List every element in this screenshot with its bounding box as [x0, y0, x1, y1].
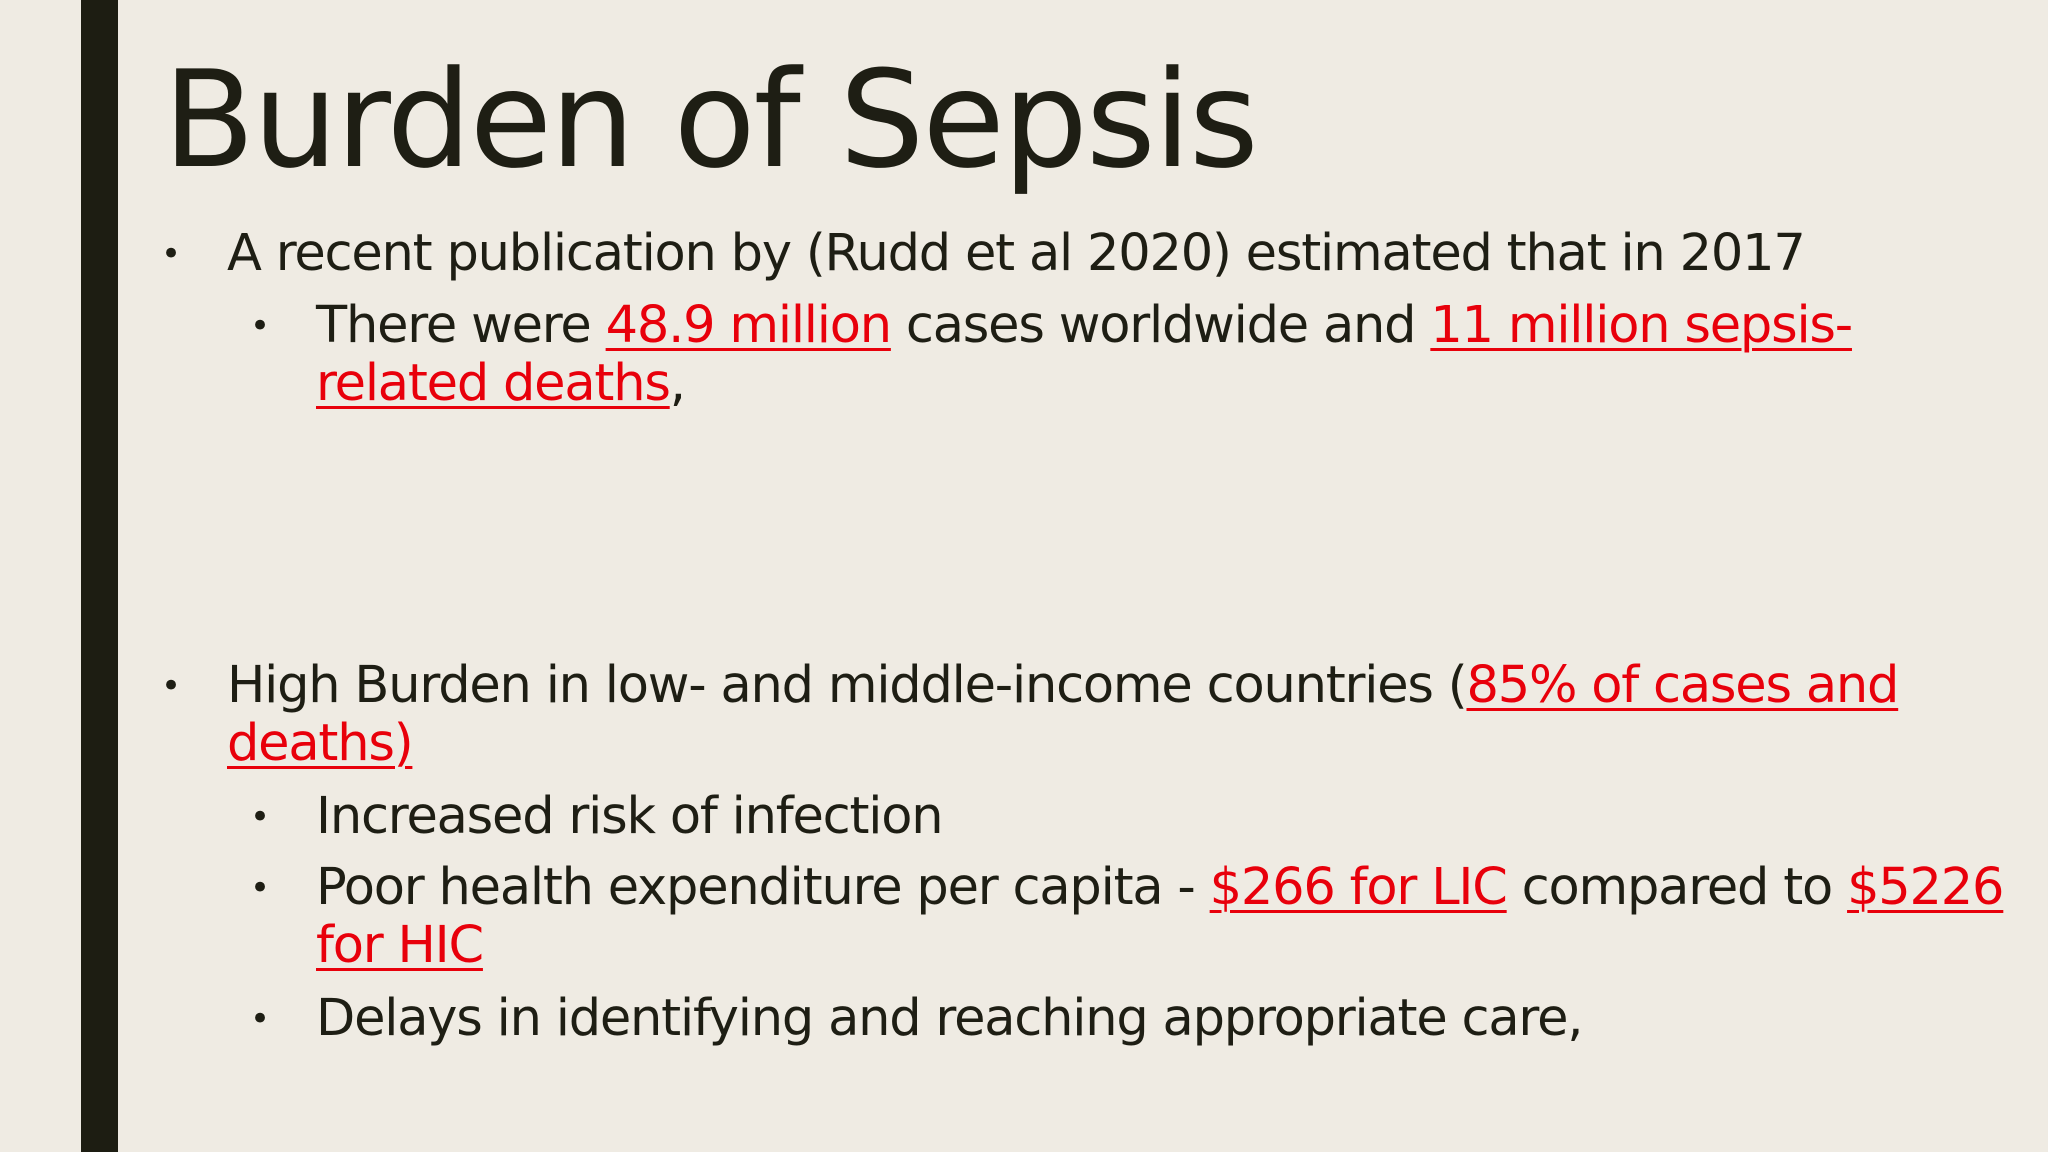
- bullet-text: Delays in identifying and reaching appropriate care,: [316, 989, 1583, 1048]
- bullet-dot-icon: •: [250, 999, 269, 1039]
- bullet-dot-icon: •: [250, 868, 269, 908]
- highlight-hic-figure: $5226 for HIC: [316, 858, 2004, 975]
- bullet-dot-icon: •: [161, 666, 180, 706]
- bullet-text: ,: [669, 354, 685, 413]
- bullet-text: Poor health expenditure per capita -: [316, 858, 1210, 917]
- bullet-text: cases worldwide and: [890, 296, 1431, 355]
- subbullet-cases-deaths: [250, 296, 2016, 413]
- subbullet-infection-risk: [250, 787, 2016, 846]
- subbullet-care-delays: [250, 989, 2016, 1048]
- bullet-high-burden: [161, 656, 2007, 773]
- bullet-dot-icon: •: [250, 797, 269, 837]
- bullet-text: There were: [316, 296, 606, 355]
- subbullet-health-expenditure: [250, 858, 2016, 975]
- bullet-dot-icon: •: [250, 306, 269, 346]
- bullet-dot-icon: •: [161, 234, 180, 274]
- accent-sidebar: [81, 0, 118, 1152]
- bullet-text: compared to: [1506, 858, 1848, 917]
- bullet-text: Increased risk of infection: [316, 787, 943, 846]
- highlight-lic-figure: $266 for LIC: [1209, 858, 1507, 917]
- highlight-deaths-figure: 11 million sepsis-related deaths: [316, 296, 1852, 413]
- highlight-share-figure: 85% of cases and deaths): [227, 656, 1899, 773]
- slide-title: Burden of Sepsis: [163, 42, 1257, 198]
- bullet-recent-publication: [161, 224, 2007, 283]
- highlight-cases-figure: 48.9 million: [605, 296, 891, 355]
- bullet-text: A recent publication by (Rudd et al 2020) estimated that in 2017: [227, 224, 1805, 283]
- bullet-text: High Burden in low- and middle-income countries (: [227, 656, 1467, 715]
